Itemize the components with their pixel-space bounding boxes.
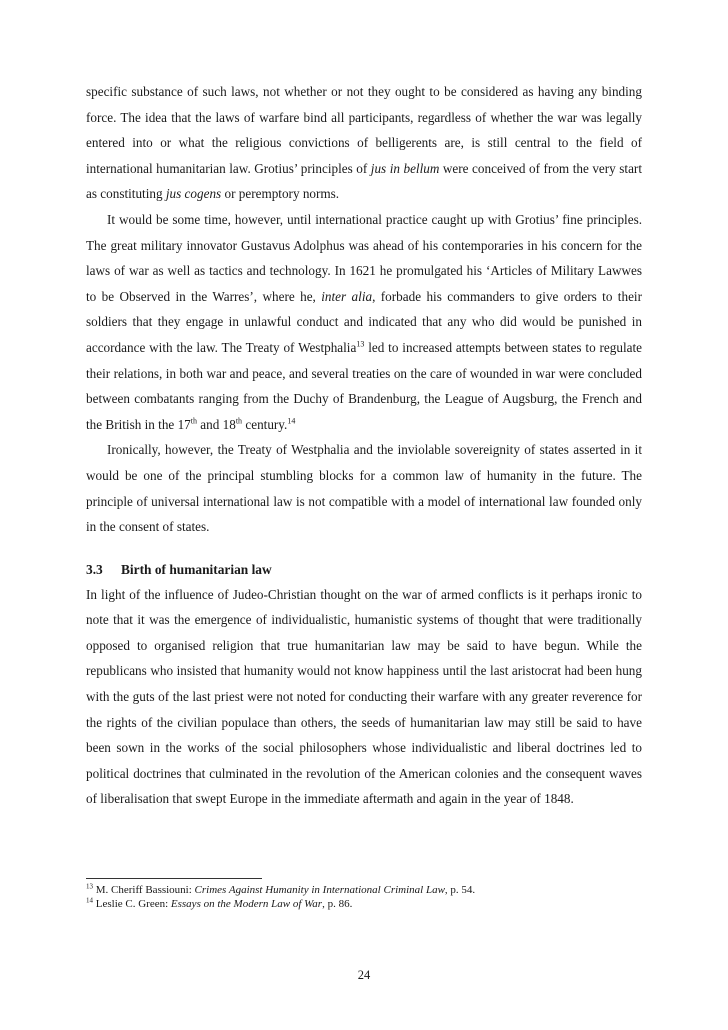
paragraph-1: specific substance of such laws, not whether or not they ought to be considered as having any binding force. The idea that the laws of warfare bind all participants, regardless of whether the war was legally entered into or what the religious convictions of belligerents are, is still central to the field of international humanitarian law. Grotius’ principles of jus in bellum were conceived of from the very start as constituting jus cogens or peremptory norms. xyxy=(86,84,642,202)
footnote-ref-13[interactable]: 13 xyxy=(356,339,365,349)
paragraph-4: In light of the influence of Judeo-Christian thought on the war of armed conflicts is it perhaps ironic to note that it was the emergence of individualistic, humanistic systems of thought that were traditionally opposed to organised religion that true humanitarian law may be said to have begun. While the republicans who insisted that humanity would not know happiness until the last aristocrat had been hung with the guts of the last priest were not noted for conducting their warfare with any greater reverence for the rights of the civilian populace than others, the seeds of humanitarian law may still be said to have been sown in the works of the social philosophers whose individualistic and liberal doctrines led to political doctrines that culminated in the revolution of the American colonies and the consequent waves of liberalisation that swept Europe in the immediate aftermath and again in the year of 1848. xyxy=(86,586,642,807)
footnote-14: $^{14}$ Leslie C. Green: Essays on the Modern Law of War, p. 86. xyxy=(86,896,353,910)
page-number: 24 xyxy=(357,968,371,982)
footnote-ref-14[interactable]: 14 xyxy=(287,416,296,426)
footnote-divider xyxy=(86,878,262,879)
paragraph-3: Ironically, however, the Treaty of Westphalia and the inviolable sovereignity of states asserted in it would be one of the principal stumbling blocks for a common law of humanity in the future. The principle of universal international law is not compatible with a model of international law founded only in the consent of states. xyxy=(86,442,642,535)
section-heading xyxy=(86,557,642,582)
page-body xyxy=(86,79,642,812)
section-number: 3.3 xyxy=(86,561,103,577)
section-title: Birth of humanitarian law xyxy=(121,561,272,577)
footnotes xyxy=(86,878,642,911)
footnote-13: $^{13}$ M. Cheriff Bassiouni: Crimes Against Humanity in International Criminal Law, p. 54. xyxy=(86,882,476,896)
paragraph-2: It would be some time, however, until international practice caught up with Grotius’ fine principles. The great military innovator Gustavus Adolphus was ahead of his contemporaries in his concern for the laws of war as well as tactics and technology. In 1621 he promulgated his ‘Articles of Military Lawwes to be Observed in the Warres’, where he, inter alia, forbade his commanders to give orders to their soldiers that they engage in unlawful conduct and indicated that any who did would be punished in accordance with the law. The Treaty of Westphalia$^{13}$ led to increased attempts between states to regulate their relations, in both war and peace, and several treaties on the care of wounded in war were concluded between combatants ranging from the Duchy of Brandenburg, the League of Augsburg, the French and the British in the 17th and 18th century.$^{14}$ xyxy=(86,211,642,432)
